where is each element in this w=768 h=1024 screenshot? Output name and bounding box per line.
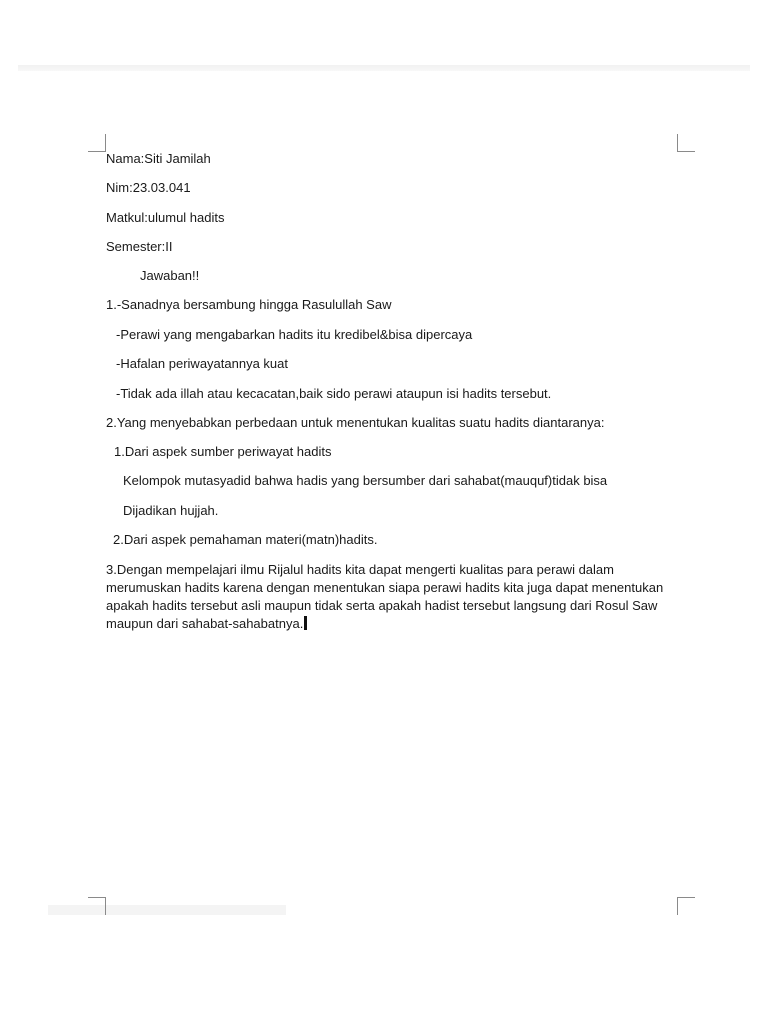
semester-line: Semester:II: [106, 239, 173, 254]
text-cursor: [304, 616, 307, 630]
answer-heading: Jawaban!!: [140, 268, 200, 283]
course-line: Matkul:ulumul hadits: [106, 210, 225, 225]
answer-2-line: 2.Yang menyebabkan perbedaan untuk menentukan kualitas suatu hadits diantaranya:: [106, 415, 605, 430]
answer-3-paragraph: [106, 561, 671, 633]
answer-1-bullet-3: -Tidak ada illah atau kecacatan,baik sido perawi ataupun isi hadits tersebut.: [116, 386, 552, 401]
page-top-edge: [18, 65, 750, 71]
name-line: Nama:Siti Jamilah: [106, 151, 211, 166]
answer-1-bullet-2: -Hafalan periwayatannya kuat: [116, 356, 288, 371]
margin-corner-top-right: [677, 134, 695, 152]
page-bottom-edge: [48, 905, 286, 915]
answer-2-point-1-detail: Kelompok mutasyadid bahwa hadis yang bersumber dari sahabat(mauquf)tidak bisa: [123, 473, 608, 488]
answer-1-bullet-1: -Perawi yang mengabarkan hadits itu kredibel&bisa dipercaya: [116, 327, 473, 342]
answer-2-point-2: 2.Dari aspek pemahaman materi(matn)hadits.: [113, 532, 378, 547]
margin-corner-bottom-right: [677, 897, 695, 915]
nim-line: Nim:23.03.041: [106, 180, 191, 195]
margin-corner-bottom-left: [88, 897, 106, 915]
answer-1-line: 1.-Sanadnya bersambung hingga Rasulullah Saw: [106, 297, 392, 312]
margin-corner-top-left: [88, 134, 106, 152]
answer-2-point-1-detail-cont: Dijadikan hujjah.: [123, 503, 219, 518]
answer-2-point-1: 1.Dari aspek sumber periwayat hadits: [114, 444, 332, 459]
answer-3-text: 3.Dengan mempelajari ilmu Rijalul hadits kita dapat mengerti kualitas para perawi dalam merumuskan hadits karena dengan menentukan siapa perawi hadits kita juga dapat menentukan apakah hadits tersebut asli maupun tidak serta apakah hadist tersebut langsung dari Rosul Saw maupun dari sahabat-sahabatnya.: [106, 562, 664, 631]
